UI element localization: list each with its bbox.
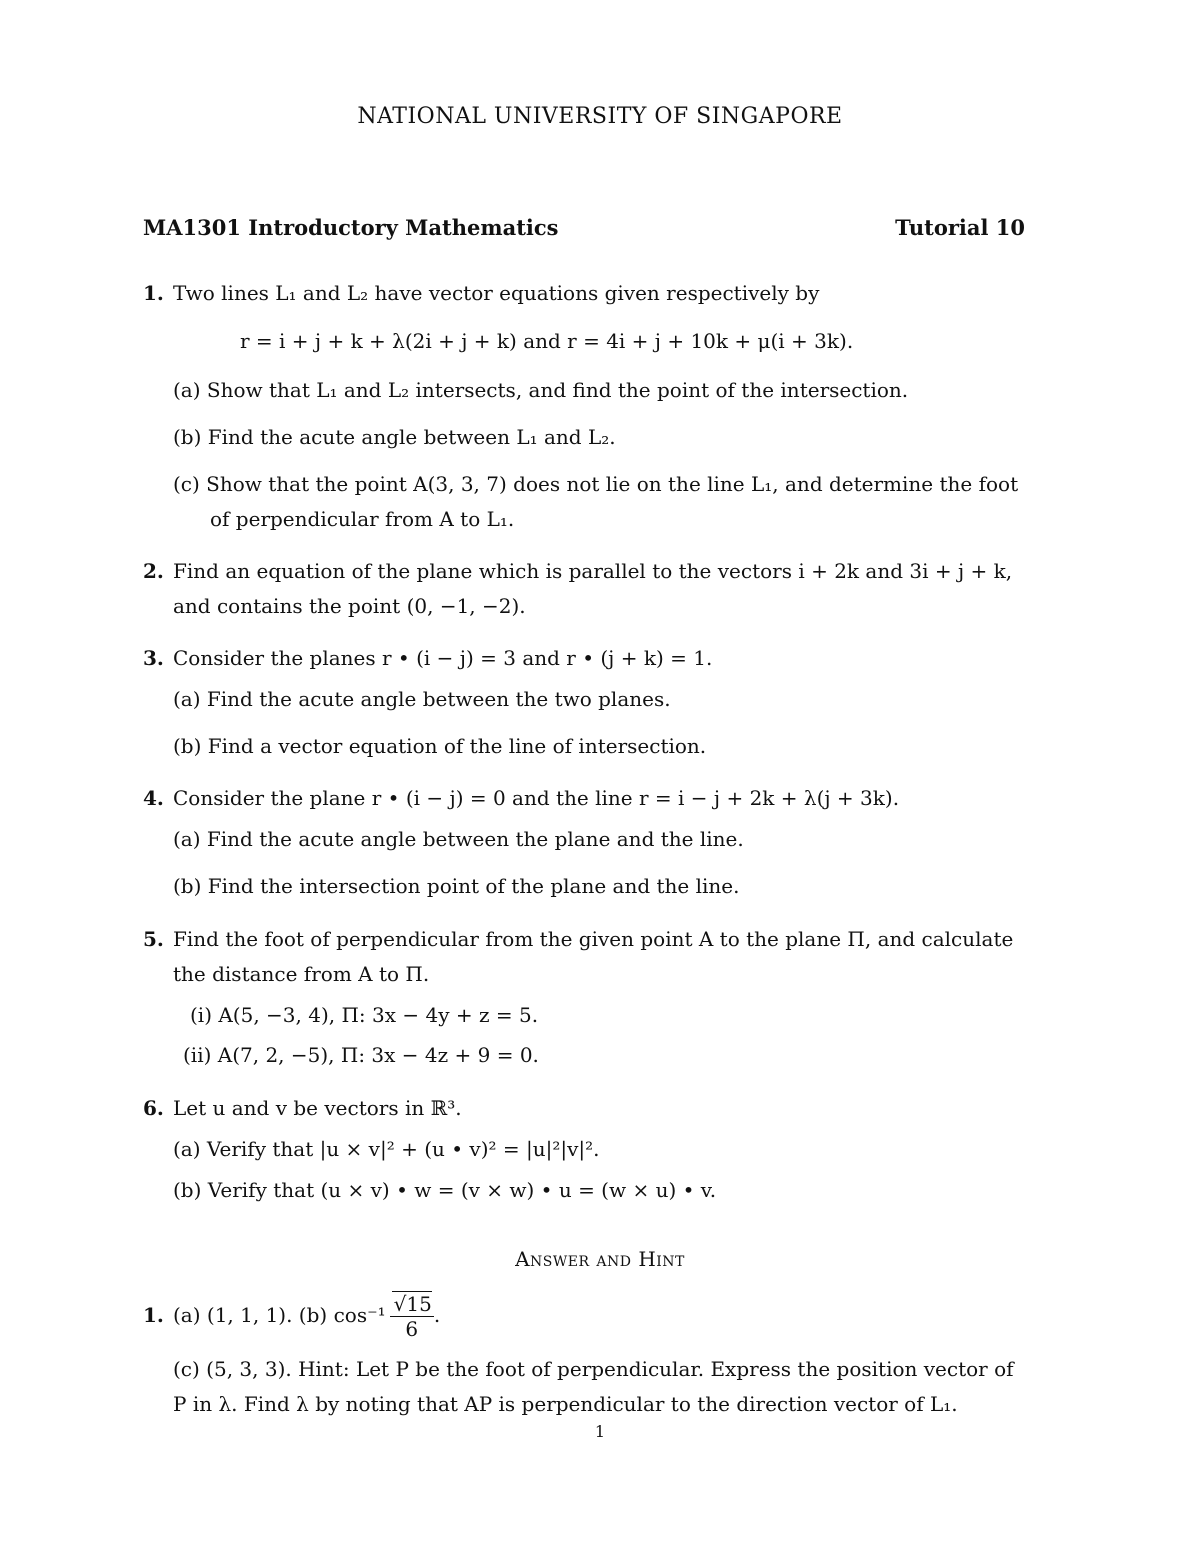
answer-1c-line1: (c) (5, 3, 3). Hint: Let P be the foot of perpendicular. Express the position vector of bbox=[173, 1357, 1014, 1381]
question-6b: (b) Verify that (u × v) • w = (v × w) • u = (w × u) • v. bbox=[173, 1178, 717, 1202]
question-1a: (a) Show that L₁ and L₂ intersects, and find the point of the intersection. bbox=[173, 378, 909, 402]
answers-heading: Answer and Hint bbox=[515, 1247, 685, 1271]
question-4a: (a) Find the acute angle between the plane and the line. bbox=[173, 827, 744, 851]
answer-1ab: (a) (1, 1, 1). (b) cos⁻¹ bbox=[173, 1303, 386, 1327]
question-1c-line1: (c) Show that the point A(3, 3, 7) does not lie on the line L₁, and determine the foot bbox=[173, 472, 1019, 496]
question-2-line2: and contains the point (0, −1, −2). bbox=[173, 594, 526, 618]
tutorial-label: Tutorial 10 bbox=[895, 215, 1025, 240]
question-number: 4. bbox=[143, 786, 164, 810]
university-title: NATIONAL UNIVERSITY OF SINGAPORE bbox=[357, 104, 843, 129]
question-number: 3. bbox=[143, 646, 164, 670]
question-text: Find an equation of the plane which is parallel to the vectors i + 2k and 3i + j + k, bbox=[173, 559, 1013, 583]
answer-fraction bbox=[390, 1292, 434, 1341]
question-4b: (b) Find the intersection point of the plane and the line. bbox=[173, 874, 740, 898]
question-6 bbox=[143, 1096, 462, 1120]
question-text: Two lines L₁ and L₂ have vector equations given respectively by bbox=[173, 281, 820, 305]
question-5ii: (ii) A(7, 2, −5), Π: 3x − 4z + 9 = 0. bbox=[183, 1043, 539, 1067]
question-1b: (b) Find the acute angle between L₁ and L₂. bbox=[173, 425, 616, 449]
question-text: Let u and v be vectors in ℝ³. bbox=[173, 1096, 462, 1120]
question-text: Consider the plane r • (i − j) = 0 and the line r = i − j + 2k + λ(j + 3k). bbox=[173, 786, 900, 810]
question-4 bbox=[143, 786, 899, 810]
question-number: 2. bbox=[143, 559, 164, 583]
question-5i: (i) A(5, −3, 4), Π: 3x − 4y + z = 5. bbox=[190, 1003, 539, 1027]
answer-period: . bbox=[433, 1303, 441, 1327]
question-number: 1. bbox=[143, 281, 164, 305]
question-number: 6. bbox=[143, 1096, 164, 1120]
question-1-equation: r = i + j + k + λ(2i + j + k) and r = 4i + j + 10k + μ(i + 3k). bbox=[240, 329, 854, 353]
question-1c-line2: of perpendicular from A to L₁. bbox=[210, 507, 515, 531]
question-1 bbox=[143, 281, 819, 305]
question-3 bbox=[143, 646, 712, 670]
question-2 bbox=[143, 559, 1012, 583]
question-number: 5. bbox=[143, 927, 164, 951]
page-number: 1 bbox=[594, 1422, 606, 1441]
question-3b: (b) Find a vector equation of the line of intersection. bbox=[173, 734, 707, 758]
answer-1c-line2: P in λ. Find λ by noting that AP is perpendicular to the direction vector of L₁. bbox=[173, 1392, 958, 1416]
question-5-line2: the distance from A to Π. bbox=[173, 962, 430, 986]
answer-number: 1. bbox=[143, 1303, 164, 1327]
question-text: Consider the planes r • (i − j) = 3 and r • (j + k) = 1. bbox=[173, 646, 713, 670]
course-title: MA1301 Introductory Mathematics bbox=[143, 215, 559, 240]
question-3a: (a) Find the acute angle between the two planes. bbox=[173, 687, 671, 711]
fraction-denominator: 6 bbox=[405, 1317, 419, 1341]
question-5 bbox=[143, 927, 1013, 951]
answer-1 bbox=[143, 1292, 440, 1341]
question-text: Find the foot of perpendicular from the given point A to the plane Π, and calculate bbox=[173, 927, 1014, 951]
question-6a: (a) Verify that |u × v|² + (u • v)² = |u|²|v|². bbox=[173, 1137, 600, 1161]
fraction-numerator: √15 bbox=[393, 1292, 432, 1316]
